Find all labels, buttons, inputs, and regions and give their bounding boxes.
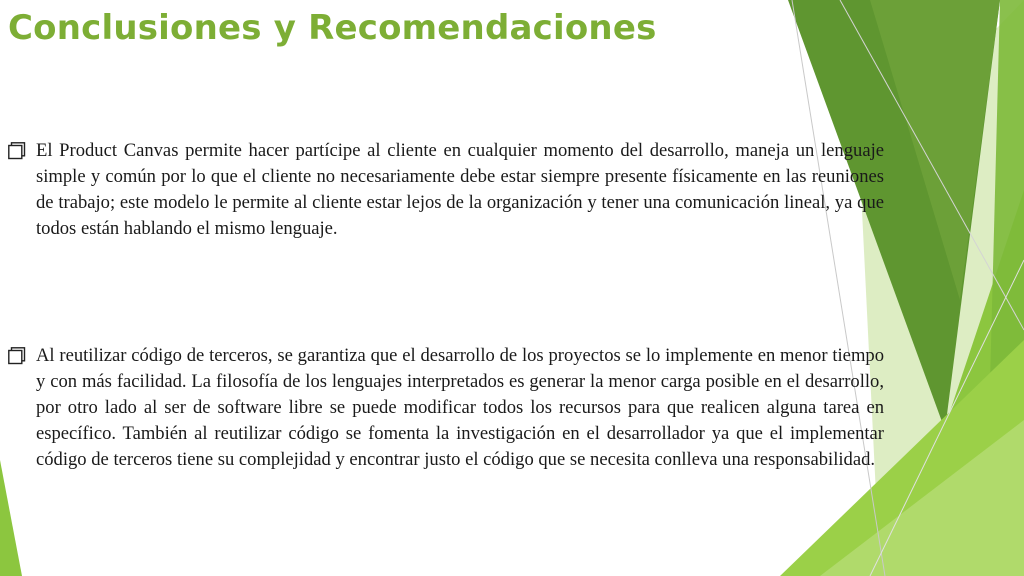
left-green-sliver	[0, 460, 22, 576]
bullet-text: El Product Canvas permite hacer partícipe al cliente en cualquier momento del desarrollo, maneja un lenguaje simple y común por lo que el cliente no necesariamente debe estar siempre presente físicamente en las reuniones de trabajo; este modelo le permite al cliente estar lejos de la organización y tener una comunicación lineal, ya que todos están hablando el mismo lenguaje.	[36, 140, 884, 239]
bullet-item	[8, 343, 884, 473]
bullet-item	[8, 138, 884, 242]
slide-title: Conclusiones y Recomendaciones	[8, 8, 657, 48]
checkbox-bullet-icon	[8, 142, 26, 160]
checkbox-bullet-icon	[8, 347, 26, 365]
bullet-text: Al reutilizar código de terceros, se garantiza que el desarrollo de los proyectos se lo implemente en menor tiempo y con más facilidad. La filosofía de los lenguajes interpretados es generar la menor carga posible en el desarrollo, por otro lado al ser de software libre se puede modificar todos los recursos para que realicen alguna tarea en específico. También al reutilizar código se fomenta la investigación en el desarrollador ya que el implementar código de terceros tiene su complejidad y encontrar justo el código que se necesita conlleva una responsabilidad.	[36, 345, 884, 470]
